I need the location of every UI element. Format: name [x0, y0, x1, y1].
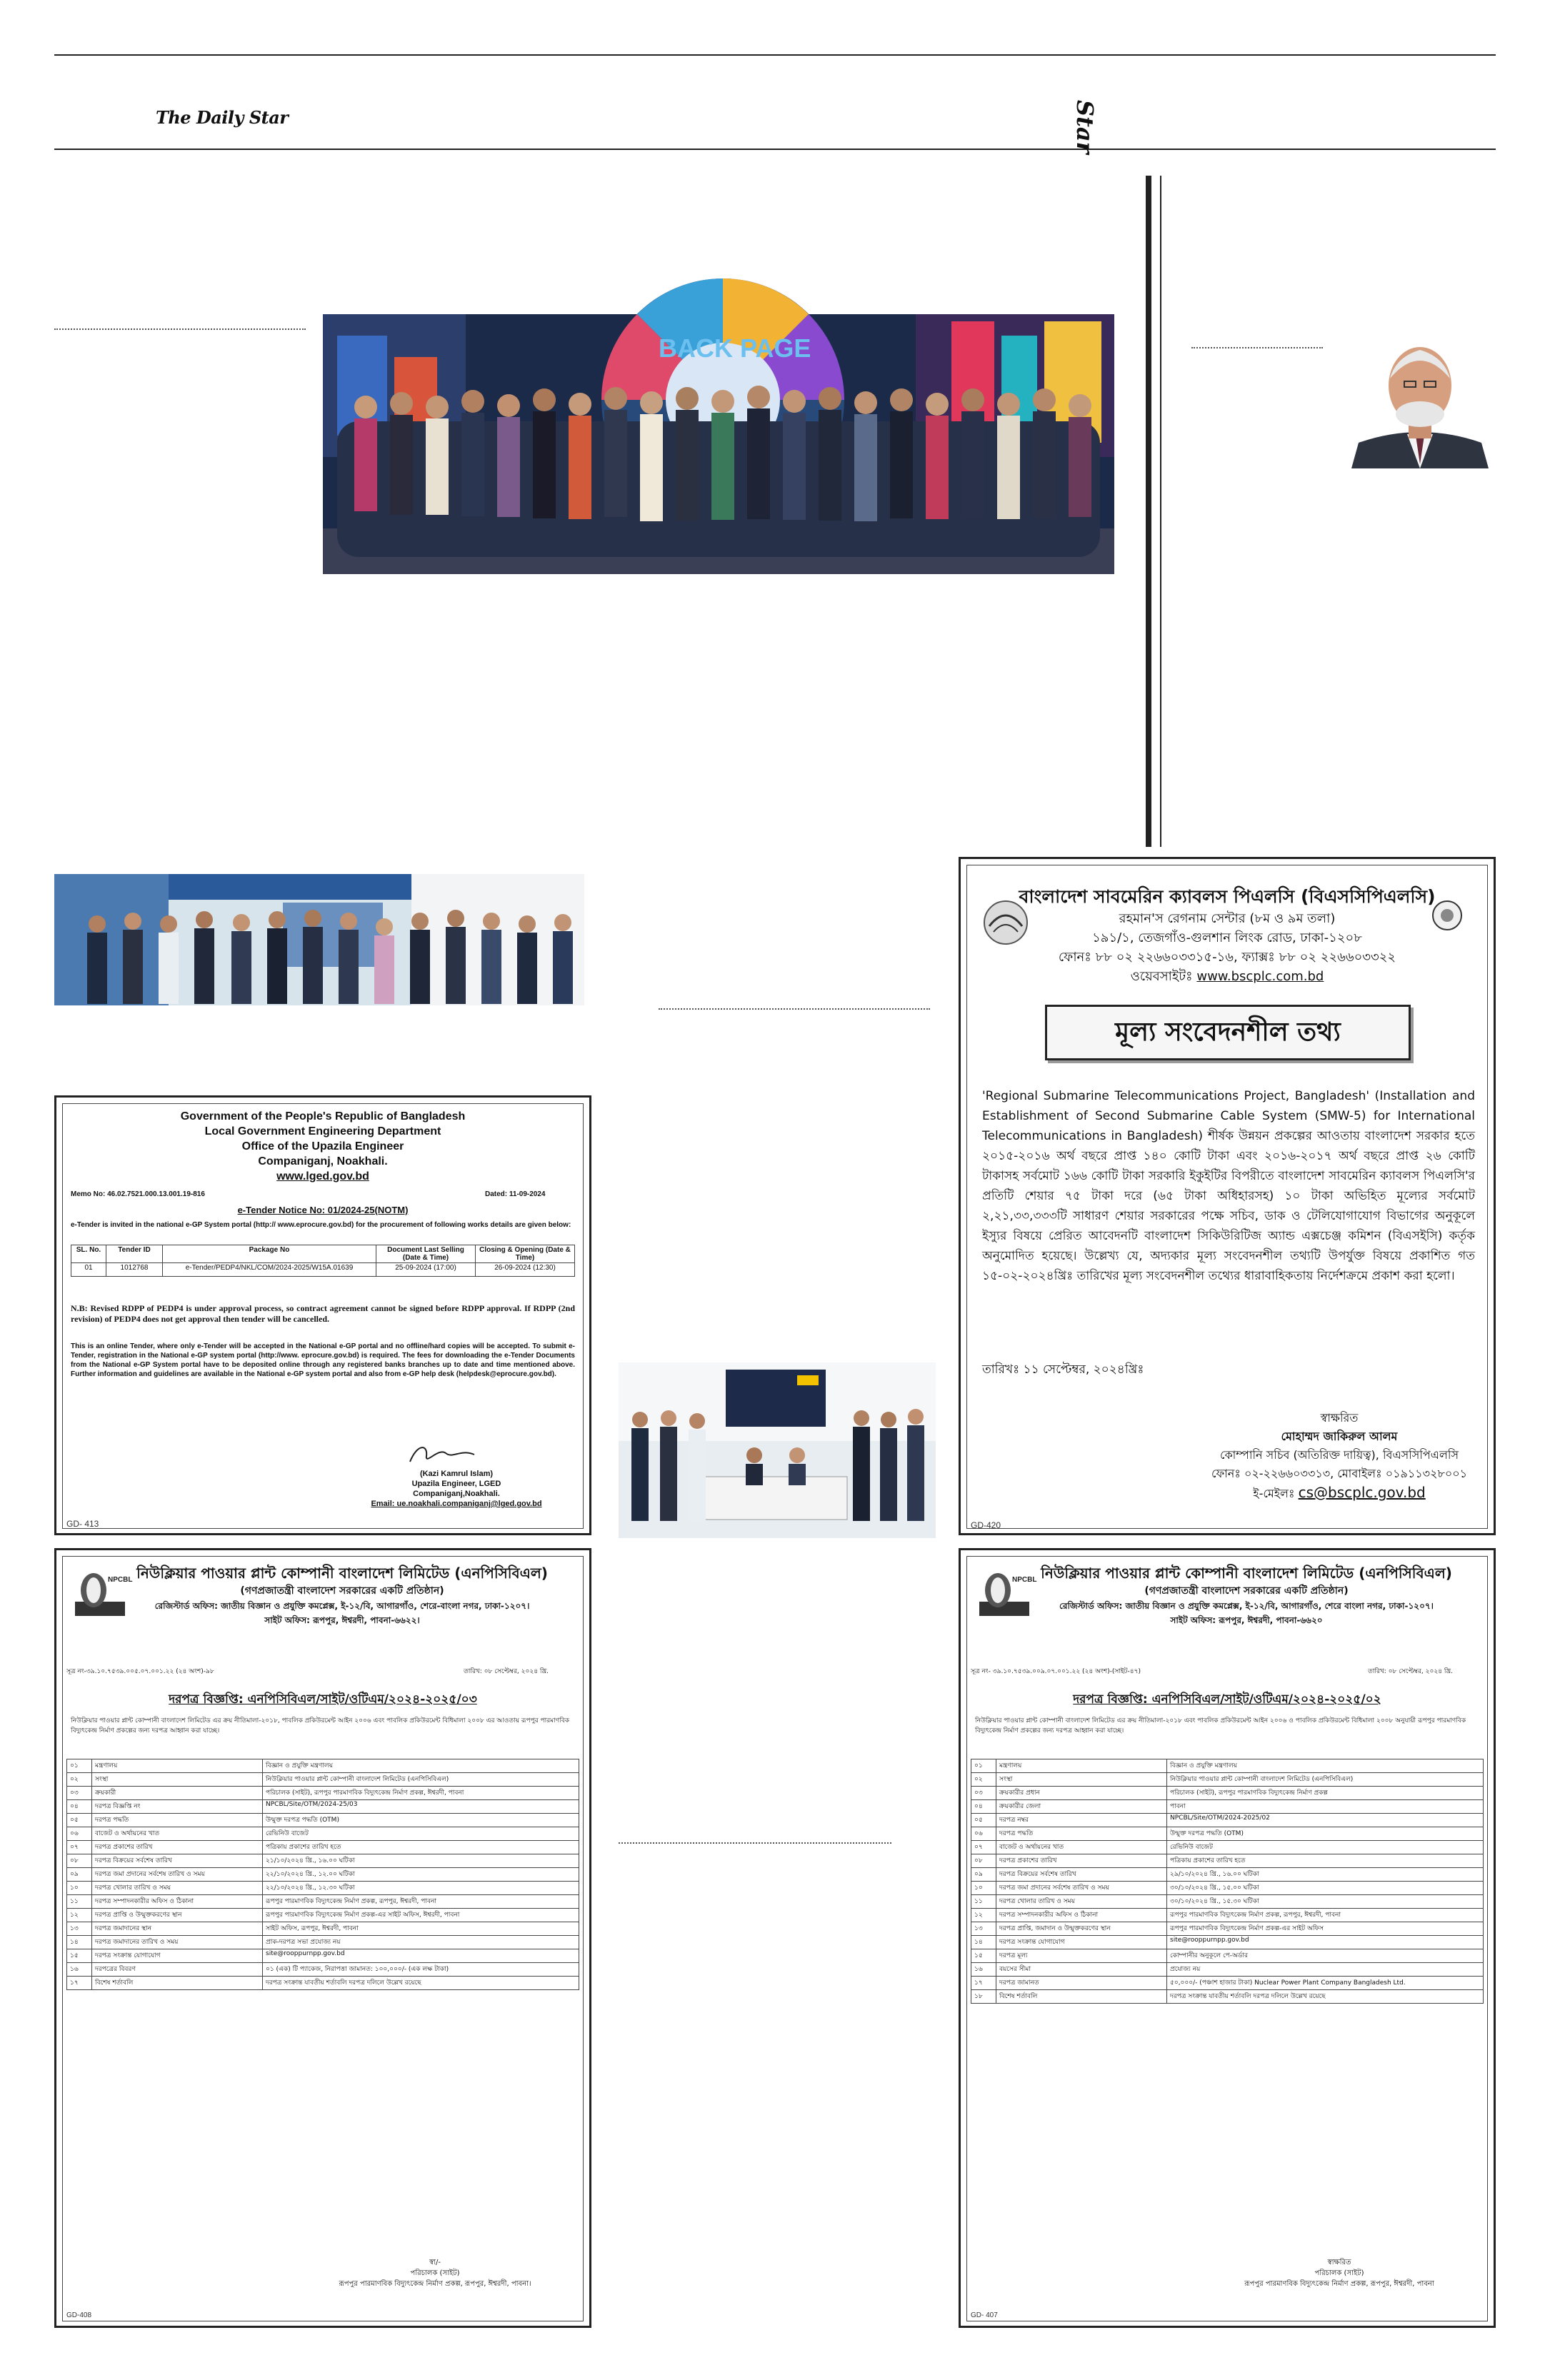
row-value: নিউক্লিয়ার পাওয়ার প্লান্ট কোম্পানী বাংলাদেশ লিমিটেড (এনপিসিবিএল)	[263, 1773, 579, 1787]
row-label: দরপত্র প্রাপ্তি, জমাদান ও উন্মুক্তকরণের স্থান	[996, 1922, 1167, 1936]
bscplc-web-label: ওয়েবসাইটঃ	[1130, 969, 1193, 984]
row-label: দরপত্র পদ্ধতি	[996, 1827, 1167, 1841]
table-row	[971, 1773, 1484, 1787]
table-row	[67, 1922, 579, 1936]
table-row	[971, 1841, 1484, 1854]
bscplc-address-2: ১৯১/১, তেজগাঁও-গুলশান লিংক রোড, ঢাকা-১২০৮	[1092, 930, 1362, 945]
bscplc-email-label: ই-মেইলঃ	[1253, 1487, 1295, 1500]
npcbl1-reg: রেজিস্টার্ড অফিস: জাতীয় বিজ্ঞান ও প্রযুক্তি কমপ্লেক্স, ই-১২/বি, আগারগাঁও, শেরে-বাংলা নগর, ঢাকা-১২০৭।	[154, 1601, 530, 1611]
row-label: দরপত্র প্রাপ্তি ও উন্মুক্তকরণের স্থান	[92, 1909, 263, 1922]
npcbl1-sign-mark: স্বা/-	[429, 2259, 441, 2266]
row-value: NPCBL/Site/OTM/2024-25/03	[263, 1800, 579, 1814]
row-label: ক্রয়কারীর জেলা	[996, 1800, 1167, 1814]
row-label: দরপত্র নম্বর	[996, 1814, 1167, 1827]
npcbl1-date: তারিখ: ০৮ সেপ্টেম্বর, ২০২৪ খ্রি.	[464, 1668, 549, 1675]
table-row	[971, 1854, 1484, 1868]
row-value: রেভিনিউ বাজেট	[263, 1827, 579, 1841]
row-value: প্রাক-দরপত্র সভা প্রযোজ্য নয়	[263, 1936, 579, 1949]
row-number: ১২	[971, 1909, 996, 1922]
row-value: রূপপুর পারমাণবিক বিদ্যুৎকেন্দ্র নির্মাণ প্রকল্প-এর সাইট অফিস, ঈশ্বরদী, পাবনা	[263, 1909, 579, 1922]
table-row	[971, 1909, 1484, 1922]
table-row	[67, 1936, 579, 1949]
row-value: বিজ্ঞান ও প্রযুক্তি মন্ত্রণালয়	[263, 1759, 579, 1773]
npcbl1-ad-code: GD-408	[66, 2311, 92, 2319]
bscplc-sig-title: কোম্পানি সচিব (অতিরিক্ত দায়িত্ব), বিএসসিপিএলসি	[1219, 1448, 1459, 1462]
row-value: রূপপুর পারমাণবিক বিদ্যুৎকেন্দ্র নির্মাণ প্রকল্প, রূপপুর, ঈশ্বরদী, পাবনা	[1167, 1909, 1484, 1922]
lged-memo: Memo No: 46.02.7521.000.13.001.19-816	[71, 1190, 205, 1198]
table-row	[971, 1787, 1484, 1800]
row-number: ০১	[971, 1759, 996, 1773]
row-label: ক্রয়কারী	[92, 1787, 263, 1800]
row-label: বাজেট ও অর্থায়নের খাত	[996, 1841, 1167, 1854]
dotted-divider-mid	[659, 1008, 930, 1010]
bscplc-heading-box	[1045, 1005, 1411, 1060]
row-value: পরিচালক (সাইট), রূপপুর পারমাণবিক বিদ্যুৎকেন্দ্র নির্মাণ প্রকল্প, ঈশ্বরদী, পাবনা	[263, 1787, 579, 1800]
lged-th-sl: SL. No.	[71, 1245, 106, 1263]
npcbl-logo-2	[976, 1566, 1037, 1619]
row-number: ০১	[67, 1759, 92, 1773]
row-number: ০৭	[67, 1841, 92, 1854]
npcbl2-name: নিউক্লিয়ার পাওয়ার প্লান্ট কোম্পানী বাংলাদেশ লিমিটেড (এনপিসিবিএল)	[1041, 1565, 1452, 1582]
row-number: ১৫	[67, 1949, 92, 1963]
row-label: বিশেষ শর্তাবলি	[996, 1990, 1167, 2004]
lged-th-closing: Closing & Opening (Date & Time)	[476, 1245, 575, 1263]
bscplc-ad	[959, 857, 1496, 1535]
row-label: দরপত্র জমাদানের স্থান	[92, 1922, 263, 1936]
bscplc-website-link[interactable]: www.bscplc.com.bd	[1196, 969, 1324, 984]
row-value: ২২/১০/২০২৪ খ্রি., ১২.৩০ ঘটিকা	[263, 1882, 579, 1895]
row-number: ১৩	[971, 1922, 996, 1936]
masthead-rotated-brand: Star	[1071, 100, 1099, 154]
row-value: site@rooppurnpp.gov.bd	[263, 1949, 579, 1963]
row-value: বিজ্ঞান ও প্রযুক্তি মন্ত্রণালয়	[1167, 1759, 1484, 1773]
lged-place-line: Companiganj, Noakhali.	[258, 1155, 388, 1168]
lged-website-link[interactable]: www.lged.gov.bd	[276, 1170, 369, 1183]
dotted-divider-left	[54, 328, 306, 330]
table-row	[67, 1759, 579, 1773]
table-row	[67, 1963, 579, 1977]
lged-office-line: Office of the Upazila Engineer	[241, 1140, 404, 1153]
row-number: ১০	[67, 1882, 92, 1895]
row-value: রূপপুর পারমাণবিক বিদ্যুৎকেন্দ্র নির্মাণ প্রকল্প, রূপপুর, ঈশ্বরদী, পাবনা	[263, 1895, 579, 1909]
lged-gov-line: Government of the People's Republic of Bangladesh	[180, 1110, 466, 1123]
lged-dept-line: Local Government Engineering Department	[204, 1125, 441, 1138]
bscplc-heading: মূল্য সংবেদনশীল তথ্য	[1115, 1018, 1341, 1047]
row-label: দরপত্র জমা প্রদানের সর্বশেষ তারিখ ও সময়	[92, 1868, 263, 1882]
row-number: ১৭	[971, 1977, 996, 1990]
lged-ad-code: GD- 413	[66, 1519, 99, 1529]
row-value: উন্মুক্ত দরপত্র পদ্ধতি (OTM)	[1167, 1827, 1484, 1841]
column-rule-thin	[1160, 176, 1161, 847]
row-number: ১৬	[67, 1963, 92, 1977]
table-row	[971, 1882, 1484, 1895]
row-value: দরপত্র সংক্রান্ত যাবতীয় শর্তাবলি দরপত্র দলিলে উল্লেখ রয়েছে	[1167, 1990, 1484, 2004]
row-label: ক্রয়কারীর প্রধান	[996, 1787, 1167, 1800]
row-label: দরপত্র খোলার তারিখ ও সময়	[92, 1882, 263, 1895]
npcbl-tender-ad-2	[959, 1548, 1496, 2328]
row-label: দরপত্র মূল্য	[996, 1949, 1167, 1963]
table-row	[971, 1936, 1484, 1949]
npcbl1-memo: সূত্র নং-৩৯.১০.৭৫৩৯.০০৫.০৭.০০১.২২ (২৪ অংশ)-৯৮	[66, 1668, 214, 1675]
npcbl2-date: তারিখ: ০৮ সেপ্টেম্বর, ২০২৪ খ্রি.	[1368, 1668, 1454, 1675]
lged-sig-place: Companiganj,Noakhali.	[413, 1490, 500, 1498]
row-number: ১৭	[67, 1977, 92, 1990]
row-number: ০৮	[67, 1854, 92, 1868]
row-label: দরপত্র প্রকাশের তারিখ	[92, 1841, 263, 1854]
lged-email[interactable]: Email: ue.noakhali.companiganj@lged.gov.bd	[371, 1500, 542, 1508]
npcbl2-sign-mark: স্বাক্ষরিত	[1327, 2259, 1351, 2266]
lged-td-sl: 01	[71, 1263, 106, 1277]
bscplc-sig-name: মোহাম্মদ জাকিরুল আলম	[1281, 1430, 1398, 1443]
table-row	[971, 1922, 1484, 1936]
row-value: প্রযোজ্য নয়	[1167, 1963, 1484, 1977]
row-label: দরপত্র সম্পাদনকারীর অফিস ও ঠিকানা	[996, 1909, 1167, 1922]
row-number: ১১	[67, 1895, 92, 1909]
row-value: নিউক্লিয়ার পাওয়ার প্লান্ট কোম্পানী বাংলাদেশ লিমিটেড (এনপিসিবিএল)	[1167, 1773, 1484, 1787]
lged-body: This is an online Tender, where only e-Tender will be accepted in the National e-GP portal and no offline/hard copies will be accepted. To submit e-Tender, registration in the National e-GP system portal (http://www. eprocure.gov.bd) is required. The fees for downloading the e-Tender Documents from the National e-GP System portal have to be deposited online through any registered banks branches up to date and time mentioned above. Further information and guidelines are available in the National e-GP system portal and also from e-GP help desk (helpdesk@eprocure.gov.bd).	[71, 1342, 575, 1378]
row-value: ০১ (এক) টি প্যাকেজ, নিরাপত্তা জামানত: ১০০,০০০/- (এক লক্ষ টাকা)	[263, 1963, 579, 1977]
event-group-photo	[323, 314, 1114, 574]
row-number: ০২	[67, 1773, 92, 1787]
row-value: ২১/১০/২০২৪ খ্রি., ১৬.০০ ঘটিকা	[263, 1854, 579, 1868]
row-number: ০৬	[67, 1827, 92, 1841]
lged-tender-table	[71, 1245, 575, 1277]
row-label: দরপত্র জমাদানের তারিখ ও সময়	[92, 1936, 263, 1949]
npcbl1-site: সাইট অফিস: রূপপুর, ঈশ্বরদী, পাবনা-৬৬২২।	[264, 1615, 420, 1625]
masthead-rule	[54, 149, 1496, 150]
lged-dated: Dated: 11-09-2024	[485, 1190, 546, 1198]
table-row	[67, 1854, 579, 1868]
row-number: ১১	[971, 1895, 996, 1909]
dotted-divider-mid-lower	[619, 1842, 891, 1844]
row-number: ০৪	[67, 1800, 92, 1814]
top-rule	[54, 54, 1496, 56]
column-rule-thick	[1146, 176, 1151, 847]
masthead-brand: The Daily Star	[156, 107, 289, 128]
bscplc-body: 'Regional Submarine Telecommunications Project, Bangladesh' (Installation and Establishment of Second Submarine Cable System (SMW-5) for International Telecommunications in Bangladesh) শীর্ষক উন্নয়ন প্রকল্পের আওতায় বাংলাদেশ সরকার হতে ২০১৫-২০১৬ অর্থ বছরে প্রাপ্ত ১৪০ কোটি টাকা এবং ২০১৬-২০১৭ অর্থ বছরে প্রাপ্ত ২৬ কোটি টাকাসহ সর্বমোট ১৬৬ কোটি টাকা সরকারি ইকুইটির বিপরীতে বাংলাদেশ সাবমেরিন ক্যাবলস পিএলসি'র প্রতিটি শেয়ার ৭৫ টাকা দরে (৬৫ টাকা অধিহারসহ) ১০ টাকা অভিহিত মূল্যের সর্বমোট ২,২১,৩৩,৩৩৩টি সাধারণ শেয়ার সরকারের পক্ষে সচিব, ডাক ও টেলিযোগাযোগ বিভাগের অনুকূলে ইস্যুর বিষয়ে প্রেরিত আবেদনটি বাংলাদেশ সিকিউরিটিজ অ্যান্ড এক্সচেঞ্জ কমিশন (বিএসইসি) কর্তৃক অনুমোদিত হয়েছে। উল্লেখ্য যে, অদ্যকার মূল্য সংবেদনশীল তথ্যটি উপর্যুক্ত বিষয়ে প্রকাশিত গত ১৫-০২-২০২৪খ্রিঃ তারিখের মূল্য সংবেদনশীল তথ্যের ধারাবাহিকতায় নির্দেশক্রমে প্রকাশ করা হলো।	[982, 1089, 1475, 1283]
row-label: সংস্থা	[996, 1773, 1167, 1787]
npcbl2-reg: রেজিস্টার্ড অফিস: জাতীয় বিজ্ঞান ও প্রযুক্তি কমপ্লেক্স, ই-১২/বি, আগারগাঁও, শেরে বাংলা নগর, ঢাকা-১২০৭।	[1059, 1601, 1434, 1611]
table-row	[971, 1990, 1484, 2004]
row-value: দরপত্র সংক্রান্ত যাবতীয় শর্তাবলি দরপত্র দলিলে উল্লেখ রয়েছে	[263, 1977, 579, 1990]
row-value: পত্রিকায় প্রকাশের তারিখ হতে	[263, 1841, 579, 1854]
lged-td-package: e-Tender/PEDP4/NKL/COM/2024-2025/W15A.01639	[163, 1263, 376, 1277]
bscplc-sig-phone: ফোনঃ ০২-২২৬৬০৩৩১৩, মোবাইলঃ ০১৯১১৩২৮০০১	[1211, 1467, 1468, 1480]
npcbl1-sub: (গণপ্রজাতন্ত্রী বাংলাদেশ সরকারের একটি প্রতিষ্ঠান)	[240, 1585, 444, 1597]
lged-intro: e-Tender is invited in the national e-GP System portal (http:// www.eprocure.gov.bd) for the procurement of following works details are given below:	[71, 1221, 571, 1229]
table-row	[971, 1868, 1484, 1882]
npcbl1-sig-place: রূপপুর পারমাণবিক বিদ্যুৎকেন্দ্র নির্মাণ প্রকল্প, রূপপুর, ঈশ্বরদী, পাবনা।	[339, 2280, 531, 2288]
npcbl2-sub: (গণপ্রজাতন্ত্রী বাংলাদেশ সরকারের একটি প্রতিষ্ঠান)	[1144, 1585, 1349, 1597]
row-label: দরপত্র প্রকাশের তারিখ	[996, 1854, 1167, 1868]
lged-td-tender-id: 1012768	[106, 1263, 163, 1277]
table-row	[971, 1977, 1484, 1990]
row-number: ১২	[67, 1909, 92, 1922]
lged-th-package: Package No	[163, 1245, 376, 1263]
row-label: দরপত্র জমা প্রদানের সর্বশেষ তারিখ ও সময়	[996, 1882, 1167, 1895]
row-value: সাইট অফিস, রূপপুর, ঈশ্বরদী, পাবনা	[263, 1922, 579, 1936]
table-row	[971, 1759, 1484, 1773]
row-number: ১৫	[971, 1949, 996, 1963]
bscplc-email-link[interactable]: cs@bscplc.gov.bd	[1298, 1484, 1426, 1501]
table-row	[67, 1841, 579, 1854]
table-row	[67, 1882, 579, 1895]
row-label: দরপত্রের বিবরণ	[92, 1963, 263, 1977]
table-row	[971, 1800, 1484, 1814]
back-page-backdrop-text: BACK PAGE	[659, 333, 811, 363]
row-label: দরপত্র বিক্রয়ের সর্বশেষ তারিখ	[996, 1868, 1167, 1882]
meeting-photo	[619, 1362, 936, 1538]
npcbl2-table	[971, 1759, 1484, 2004]
lged-sig-name: (Kazi Kamrul Islam)	[419, 1470, 494, 1478]
npcbl2-sig-title: পরিচালক (সাইট)	[1314, 2269, 1364, 2277]
bscplc-address-1: রহমান'স রেগনাম সেন্টার (৮ম ও ৯ম তলা)	[1119, 911, 1336, 926]
lged-sig-title: Upazila Engineer, LGED	[411, 1480, 501, 1488]
row-number: ১৪	[67, 1936, 92, 1949]
row-number: ০৫	[971, 1814, 996, 1827]
row-value: পাবনা	[1167, 1800, 1484, 1814]
row-label: দরপত্র বিক্রয়ের সর্বশেষ তারিখ	[92, 1854, 263, 1868]
row-value: site@rooppurnpp.gov.bd	[1167, 1936, 1484, 1949]
row-label: বয়সের সীমা	[996, 1963, 1167, 1977]
lged-nb: N.B: Revised RDPP of PEDP4 is under approval process, so contract agreement cannot be signed before RDPP approval. If RDPP (2nd revision) of PEDP4 does not get approval then tender will be cancelled.	[71, 1303, 575, 1324]
row-number: ০৮	[971, 1854, 996, 1868]
table-row	[67, 1868, 579, 1882]
lged-signature	[406, 1440, 478, 1469]
npcbl2-site: সাইট অফিস: রূপপুর, ঈশ্বরদী, পাবনা-৬৬২০	[1170, 1615, 1323, 1625]
table-row	[67, 1787, 579, 1800]
npcbl2-memo: সূত্র নং- ৩৯.১০.৭৫৩৯.০০৯.০৭.০০১.২২ (২৪ অংশ)-(সাইট-৪৭)	[971, 1668, 1141, 1675]
row-number: ১৪	[971, 1936, 996, 1949]
table-row	[67, 1909, 579, 1922]
npcbl2-ad-code: GD- 407	[971, 2311, 998, 2319]
row-label: দরপত্র সম্পাদনকারীর অফিস ও ঠিকানা	[92, 1895, 263, 1909]
bscplc-signed: স্বাক্ষরিত	[1320, 1411, 1359, 1425]
lged-tender-ad	[54, 1095, 591, 1535]
row-value: ৩০/১০/২০২৪ খ্রি., ১৫.৩০ ঘটিকা	[1167, 1895, 1484, 1909]
row-label: দরপত্র সংক্রান্ত যোগাযোগ	[996, 1936, 1167, 1949]
row-value: NPCBL/Site/OTM/2024-2025/02	[1167, 1814, 1484, 1827]
bscplc-date: তারিখঃ ১১ সেপ্টেম্বর, ২০২৪খ্রিঃ	[982, 1362, 1144, 1377]
table-row	[67, 1949, 579, 1963]
row-label: বাজেট ও অর্থায়নের খাত	[92, 1827, 263, 1841]
row-number: ১৩	[67, 1922, 92, 1936]
row-label: দরপত্র সংক্রান্ত যোগাযোগ	[92, 1949, 263, 1963]
row-label: মন্ত্রণালয়	[92, 1759, 263, 1773]
lged-td-selling: 25-09-2024 (17:00)	[376, 1263, 476, 1277]
bscplc-phone: ফোনঃ ৮৮ ০২ ২২৬৬০৩৩১৫-১৬, ফ্যাক্সঃ ৮৮ ০২ ২২৬৬০৩৩২২	[1058, 950, 1396, 965]
row-number: ১৬	[971, 1963, 996, 1977]
npcbl1-name: নিউক্লিয়ার পাওয়ার প্লান্ট কোম্পানী বাংলাদেশ লিমিটেড (এনপিসিবিএল)	[136, 1565, 548, 1582]
lged-td-closing: 26-09-2024 (12:30)	[476, 1263, 575, 1277]
table-row	[971, 1827, 1484, 1841]
table-row	[971, 1814, 1484, 1827]
table-row	[971, 1895, 1484, 1909]
row-value: ৫০,০০০/- (পঞ্চাশ হাজার টাকা) Nuclear Power Plant Company Bangladesh Ltd.	[1167, 1977, 1484, 1990]
row-value: ২২/১০/২০২৪ খ্রি., ১২.০০ ঘটিকা	[263, 1868, 579, 1882]
bscplc-name: বাংলাদেশ সাবমেরিন ক্যাবলস পিএলসি (বিএসসিপিএলসি)	[1019, 886, 1436, 907]
row-value: পরিচালক (সাইট), রূপপুর পারমাণবিক বিদ্যুৎকেন্দ্র নির্মাণ প্রকল্প	[1167, 1787, 1484, 1800]
lged-th-tender-id: Tender ID	[106, 1245, 163, 1263]
row-number: ০৯	[971, 1868, 996, 1882]
row-label: দরপত্র পদ্ধতি	[92, 1814, 263, 1827]
row-number: ০৩	[67, 1787, 92, 1800]
row-label: সংস্থা	[92, 1773, 263, 1787]
table-row	[67, 1814, 579, 1827]
row-number: ০৪	[971, 1800, 996, 1814]
npcbl-logo-1	[72, 1566, 133, 1619]
row-value: কোম্পানীর অনুকূলে পে-অর্ডার	[1167, 1949, 1484, 1963]
svg-text:NPCBL: NPCBL	[1012, 1576, 1037, 1584]
table-row	[67, 1895, 579, 1909]
row-label: বিশেষ শর্তাবলি	[92, 1977, 263, 1990]
npcbl1-title: দরপত্র বিজ্ঞপ্তি: এনপিসিবিএল/সাইট/ওটিএম/২০২৪-২০২৫/০৩	[169, 1692, 477, 1707]
row-label: মন্ত্রণালয়	[996, 1759, 1167, 1773]
row-value: ২৯/১০/২০২৪ খ্রি., ১৬.০০ ঘটিকা	[1167, 1868, 1484, 1882]
row-label: দরপত্র বিজ্ঞপ্তি নং	[92, 1800, 263, 1814]
portrait-photo	[1344, 328, 1496, 468]
row-number: ০২	[971, 1773, 996, 1787]
table-row	[67, 1800, 579, 1814]
bscplc-ad-code: GD-420	[971, 1520, 1001, 1530]
npcbl1-sig-title: পরিচালক (সাইট)	[410, 2269, 460, 2277]
signing-ceremony-photo	[54, 874, 584, 1005]
row-value: উন্মুক্ত দরপত্র পদ্ধতি (OTM)	[263, 1814, 579, 1827]
npcbl2-sig-place: রূপপুর পারমাণবিক বিদ্যুৎকেন্দ্র নির্মাণ প্রকল্প, রূপপুর, ঈশ্বরদী, পাবনা	[1244, 2280, 1434, 2288]
lged-notice-title: e-Tender Notice No: 01/2024-25(NOTM)	[237, 1205, 409, 1215]
table-row	[971, 1949, 1484, 1963]
npcbl2-title: দরপত্র বিজ্ঞপ্তি: এনপিসিবিএল/সাইট/ওটিএম/২০২৪-২০২৫/০২	[1073, 1692, 1381, 1707]
row-label: দরপত্র খোলার তারিখ ও সময়	[996, 1895, 1167, 1909]
row-value: ৩০/১০/২০২৪ খ্রি., ১৫.০০ ঘটিকা	[1167, 1882, 1484, 1895]
row-number: ০৫	[67, 1814, 92, 1827]
svg-text:NPCBL: NPCBL	[108, 1576, 133, 1584]
row-number: ০৩	[971, 1787, 996, 1800]
npcbl1-table	[66, 1759, 579, 1990]
row-number: ১০	[971, 1882, 996, 1895]
row-number: ১৮	[971, 1990, 996, 2004]
row-number: ০৭	[971, 1841, 996, 1854]
row-number: ০৯	[67, 1868, 92, 1882]
npcbl1-intro: নিউক্লিয়ার পাওয়ার প্লান্ট কোম্পানী বাংলাদেশ লিমিটেড এর ক্রয় নীতিমালা-২০১৮, পাবলিক প্রকিউরমেন্ট আইন ২০০৬ এবং পাবলিক প্রকিউরমেন্ট বিধিমালা ২০০৮ এর আওতায় রূপপুর পারমাণবিক বিদ্যুৎকেন্দ্র নির্মাণ প্রকল্পের জন্য দরপত্র আহ্বান করা যাচ্ছে।	[71, 1717, 570, 1734]
lged-th-selling: Document Last Selling (Date & Time)	[376, 1245, 476, 1263]
table-row	[67, 1827, 579, 1841]
dotted-divider-right	[1191, 347, 1323, 348]
table-row	[67, 1773, 579, 1787]
table-row	[67, 1977, 579, 1990]
row-value: পত্রিকায় প্রকাশের তারিখ হতে	[1167, 1854, 1484, 1868]
row-label: দরপত্র জামানত	[996, 1977, 1167, 1990]
row-number: ০৬	[971, 1827, 996, 1841]
npcbl2-intro: নিউক্লিয়ার পাওয়ার প্লান্ট কোম্পানী বাংলাদেশ লিমিটেড এর ক্রয় নীতিমালা-২০১৮ এবং পাবলিক প্রকিউরমেন্ট আইন ২০০৬ ও পাবলিক প্রকিউরমেন্ট বিধিমালা ২০০৮ অনুযায়ী রূপপুর পারমাণবিক বিদ্যুৎকেন্দ্র নির্মাণ প্রকল্পের জন্য দরপত্র আহ্বান করা যাচ্ছে।	[975, 1717, 1466, 1734]
table-row	[971, 1963, 1484, 1977]
row-value: রেভিনিউ বাজেট	[1167, 1841, 1484, 1854]
npcbl-tender-ad-1	[54, 1548, 591, 2328]
row-value: রূপপুর পারমাণবিক বিদ্যুৎকেন্দ্র নির্মাণ প্রকল্প-এর সাইট অফিস	[1167, 1922, 1484, 1936]
